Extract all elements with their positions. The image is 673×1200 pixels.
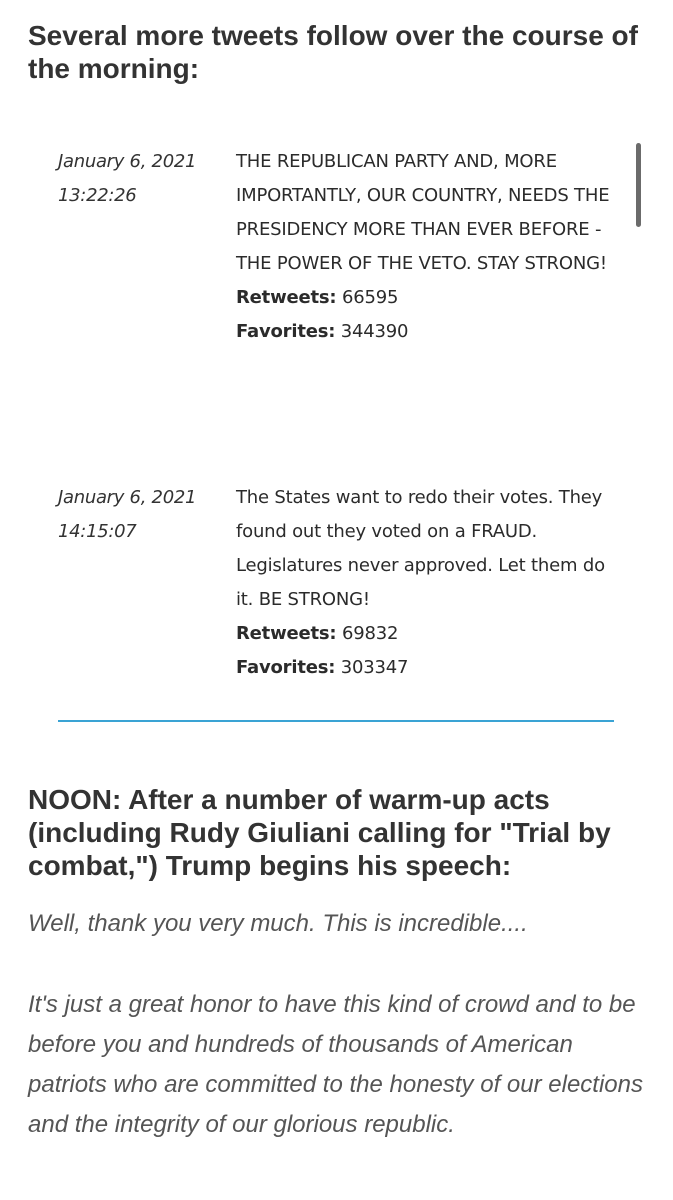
speech-quote: It's just a great honor to have this kind of crowd and to be before you and hundreds of thousands of American patriots who are committed to the honesty of our elections and the integrity of our glorious republic. [28,991,643,1138]
tweet-favorites [236,651,614,685]
retweets-count: 69832 [341,623,399,644]
tweet-retweets [236,281,614,315]
tweet-time: 14:15:07 [58,521,137,542]
retweets-count: 66595 [341,287,399,308]
tweet-body [236,481,614,685]
tweet-time: 13:22:26 [58,185,137,206]
tweet-retweets [236,617,614,651]
tweet-text: The States want to redo their votes. They found out they voted on a FRAUD. Legislatures never approved. Let them do it. BE STRONG! [236,487,605,610]
favorites-count: 303347 [340,657,409,678]
tweet-text: THE REPUBLICAN PARTY AND, MORE IMPORTANTLY, OUR COUNTRY, NEEDS THE PRESIDENCY MORE THAN EVER BEFORE - THE POWER OF THE VETO. STAY STRONG! [236,151,610,274]
tweet-date: January 6, 2021 [58,487,197,508]
retweets-label: Retweets: [236,287,337,308]
section-heading-morning-tweets: Several more tweets follow over the course of the morning: [28,20,638,84]
tweet-date: January 6, 2021 [58,151,197,172]
tweet-list [58,145,614,722]
section-heading-noon-speech: NOON: After a number of warm-up acts (including Rudy Giuliani calling for "Trial by combat,") Trump begins his speech: [28,784,611,881]
tweet-favorites [236,315,614,349]
tweet-timestamp [58,481,228,549]
tweet-timestamp [58,145,228,213]
favorites-count: 344390 [340,321,409,342]
retweets-label: Retweets: [236,623,337,644]
tweets-scrollbar[interactable] [636,143,641,227]
tweet-body [236,145,614,349]
speech-quote: Well, thank you very much. This is incredible.... [28,910,528,937]
favorites-label: Favorites: [236,657,336,678]
favorites-label: Favorites: [236,321,336,342]
